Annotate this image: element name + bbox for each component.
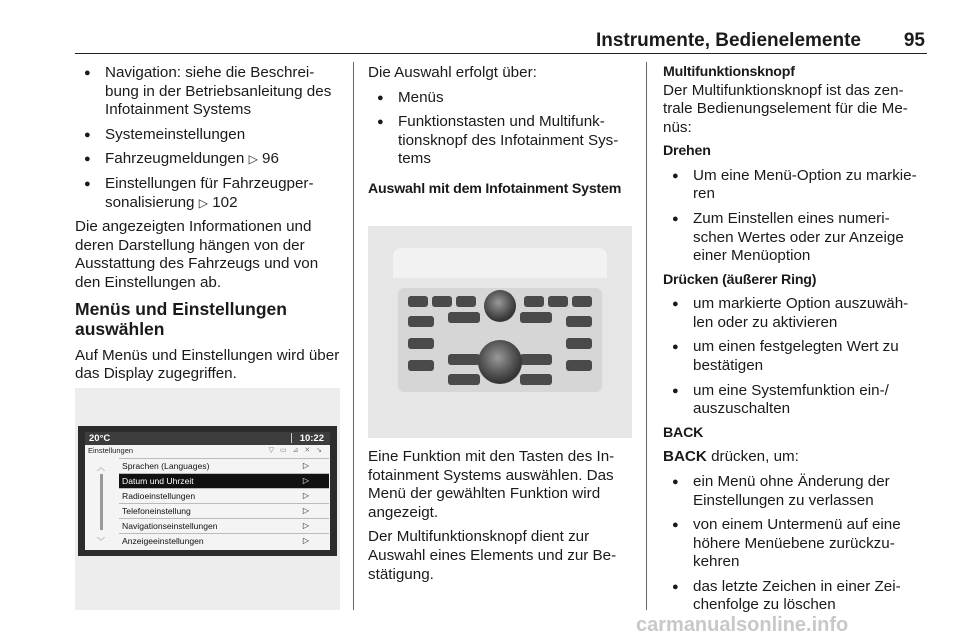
paragraph: Der Multifunktionsknopf dient zur Auswahl eines Elements und zur Be- stätigung. <box>368 528 617 583</box>
page-ref: 96 <box>262 150 279 168</box>
column-3 <box>663 64 929 621</box>
subheading: BACK <box>663 424 704 441</box>
clock: 10:22 <box>299 433 324 444</box>
menu-item: Telefoneinstellung ▷ <box>119 503 329 518</box>
list-item: ● das letzte Zeichen in einer Zei- chenfolge zu löschen <box>663 578 929 615</box>
display-illustration <box>75 388 340 610</box>
reference-arrow-icon: ▷ <box>198 195 208 210</box>
display-bezel <box>78 426 337 556</box>
paragraph: Der Multifunktionsknopf ist das zen- trale Bedienungselement für die Me- nüs: <box>663 81 908 136</box>
list-item: ● um markierte Option auszuwäh- len oder zu aktivieren <box>663 295 929 332</box>
paragraph: Die angezeigten Informationen und deren Darstellung hängen von der Ausstattung des Fahrzeugs und von den Einstellungen ab. <box>75 218 319 291</box>
list-item: ● Einstellungen für Fahrzeugper- sonalisierung ▷ 102 <box>75 175 343 212</box>
temperature: 20°C <box>89 433 111 444</box>
scrollbar <box>100 474 103 530</box>
subheading: Drücken (äußerer Ring) <box>663 271 817 288</box>
list-item: ● Menüs <box>368 89 632 108</box>
page-header <box>75 24 927 54</box>
menu-item-selected: Datum und Uhrzeit ▷ <box>119 473 329 488</box>
menu-item: Radioeinstellungen ▷ <box>119 488 329 503</box>
console-vent <box>393 248 607 278</box>
column-2 <box>368 64 632 204</box>
multifunction-knob <box>478 340 522 384</box>
scroll-up-icon: ︿ <box>97 463 105 472</box>
reference-arrow-icon: ▷ <box>248 152 258 167</box>
control-panel <box>398 288 602 392</box>
list-item: ● ein Menü ohne Änderung der Einstellungen zu verlassen <box>663 473 929 510</box>
subheading: Drehen <box>663 143 711 160</box>
section-heading: Auswahl mit dem Infotainment System <box>368 180 622 197</box>
volume-knob <box>484 290 516 322</box>
page-number: 95 <box>903 30 925 51</box>
chevron-right-icon: ▷ <box>302 521 309 530</box>
status-icons: ▽ ▭ ⊿ ✕ ↘ <box>268 447 324 454</box>
paragraph: Eine Funktion mit den Tasten des In- fotainment Systems auswählen. Das Menü der gewählten Funktion wird angezeigt. <box>368 448 615 521</box>
display-screen <box>85 432 330 550</box>
menu-item: Anzeigeeinstellungen ▷ <box>119 533 329 548</box>
list-item: ● um eine Systemfunktion ein-/ auszuschalten <box>663 382 929 419</box>
chevron-right-icon: ▷ <box>302 461 309 470</box>
list-item: ● Systemeinstellungen <box>75 126 343 145</box>
paragraph: BACK drücken, um: <box>663 448 799 466</box>
chevron-right-icon: ▷ <box>302 476 309 485</box>
watermark: carmanualsonline.info <box>636 614 849 636</box>
column-1 <box>75 64 343 390</box>
chevron-right-icon: ▷ <box>302 491 309 500</box>
display-status-bar <box>85 432 330 445</box>
console-illustration <box>368 226 632 438</box>
list-item: ● Fahrzeugmeldungen ▷ 96 <box>75 150 343 169</box>
chevron-right-icon: ▷ <box>302 506 309 515</box>
column-divider-2 <box>646 62 647 610</box>
header-title: Instrumente, Bedienelemente <box>595 30 861 51</box>
display-subtitle: Einstellungen <box>88 446 134 455</box>
menu-item: Navigationseinstellungen ▷ <box>119 518 329 533</box>
scroll-down-icon: ﹀ <box>97 537 105 546</box>
settings-menu-list <box>119 458 329 548</box>
section-heading: Menüs und Einstellungen auswählen <box>75 298 287 339</box>
list-item: ● von einem Untermenü auf eine höhere Menüebene zurückzu- kehren <box>663 516 929 572</box>
section-heading: Multifunktionsknopf <box>663 64 795 80</box>
paragraph: Auf Menüs und Einstellungen wird über das Display zugegriffen. <box>75 346 340 383</box>
list-item: ● um einen festgelegten Wert zu bestätigen <box>663 338 929 375</box>
page-ref: 102 <box>212 193 238 211</box>
column-2-lower <box>368 448 632 590</box>
list-item: ● Funktionstasten und Multifunk- tionsknopf des Infotainment Sys- tems <box>368 113 632 169</box>
list-item: ● Zum Einstellen eines numeri- schen Wertes oder zur Anzeige einer Menüoption <box>663 210 929 266</box>
chevron-right-icon: ▷ <box>302 536 309 545</box>
column-divider-1 <box>353 62 354 610</box>
list-item: ● Navigation: siehe die Beschrei- bung in der Betriebsanleitung des Infotainment Systems <box>75 64 343 120</box>
list-item: ● Um eine Menü-Option zu markie- ren <box>663 167 929 204</box>
paragraph: Die Auswahl erfolgt über: <box>368 64 537 81</box>
menu-item: Sprachen (Languages) ▷ <box>119 458 329 473</box>
